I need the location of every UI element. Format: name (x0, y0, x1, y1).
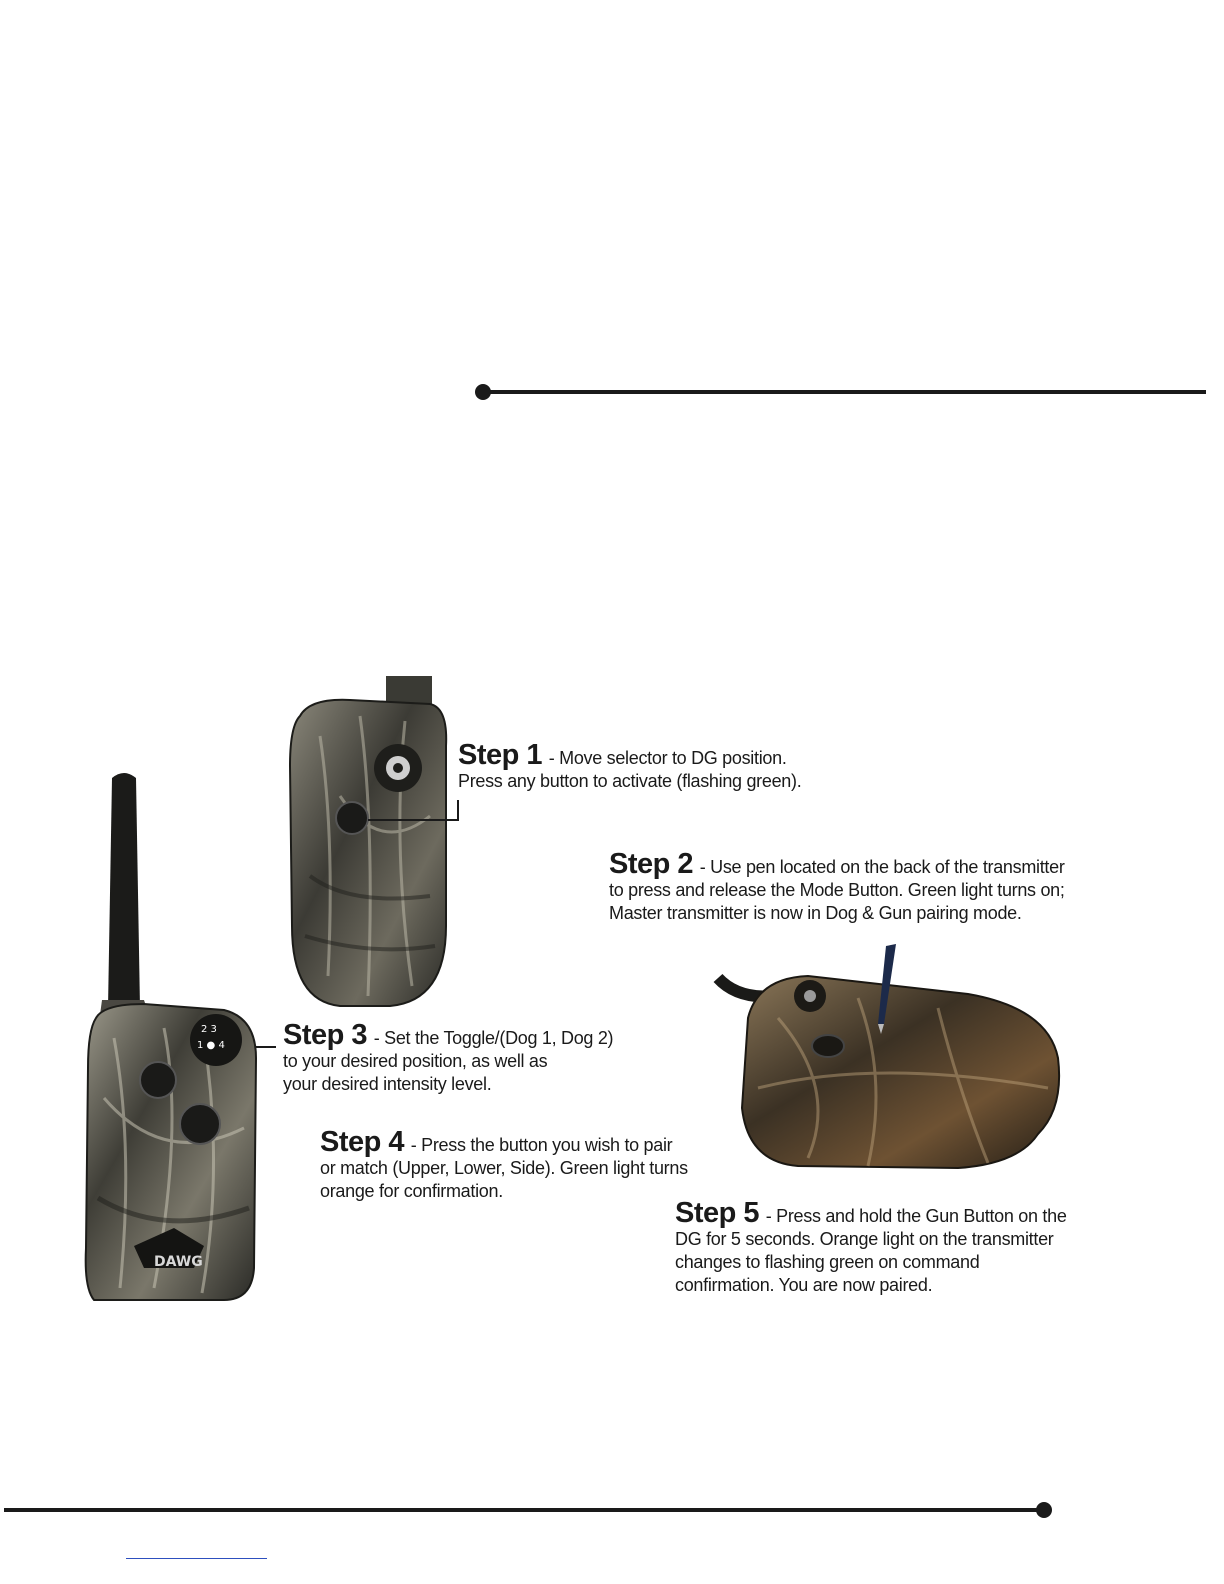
step-1 (458, 739, 802, 793)
selector-unit-image (280, 676, 460, 1016)
step-5-line: confirmation. You are now paired. (675, 1275, 933, 1295)
svg-text:1 ● 4: 1 ● 4 (197, 1040, 225, 1051)
top-rule-dot (475, 384, 491, 400)
step-3 (283, 1019, 614, 1096)
step-5-title: Step 5 (675, 1197, 760, 1229)
step-1-title: Step 1 (458, 739, 543, 771)
step-4 (320, 1126, 688, 1203)
step-3-line: to your desired position, as well as (283, 1051, 548, 1071)
step1-leader-v (457, 800, 459, 821)
step-2-line: Master transmitter is now in Dog & Gun pairing mode. (609, 903, 1022, 923)
step-3-title: Step 3 (283, 1019, 368, 1051)
step-5-line: DG for 5 seconds. Orange light on the transmitter (675, 1229, 1054, 1249)
dg-receiver-image (718, 938, 1068, 1170)
step-3-lead: - Set the Toggle/(Dog 1, Dog 2) (369, 1028, 614, 1048)
step-4-line: or match (Upper, Lower, Side). Green light turns (320, 1158, 688, 1178)
step-2 (609, 848, 1065, 925)
bottom-rule-dot (1036, 1502, 1052, 1518)
bottom-rule (4, 1508, 1044, 1512)
step-2-line: to press and release the Mode Button. Green light turns on; (609, 880, 1065, 900)
step-4-line: orange for confirmation. (320, 1181, 503, 1201)
footer-link-underline[interactable] (126, 1558, 267, 1559)
step-5-line: changes to flashing green on command (675, 1252, 980, 1272)
top-rule (483, 390, 1206, 394)
step-2-title: Step 2 (609, 848, 694, 880)
step1-leader-h (368, 819, 458, 821)
step-2-lead: - Use pen located on the back of the transmitter (695, 857, 1065, 877)
step-1-line: Press any button to activate (flashing green). (458, 771, 802, 791)
main-transmitter-image (84, 768, 274, 1300)
step-4-lead: - Press the button you wish to pair (406, 1135, 673, 1155)
step-5-lead: - Press and hold the Gun Button on the (761, 1206, 1067, 1226)
device-brand: DAWG (154, 1254, 203, 1270)
step-4-title: Step 4 (320, 1126, 405, 1158)
step-3-line: your desired intensity level. (283, 1074, 492, 1094)
svg-text:2 3: 2 3 (201, 1024, 217, 1035)
step3-leader (256, 1046, 276, 1048)
step-5 (675, 1197, 1067, 1297)
step-1-lead: - Move selector to DG position. (544, 748, 787, 768)
